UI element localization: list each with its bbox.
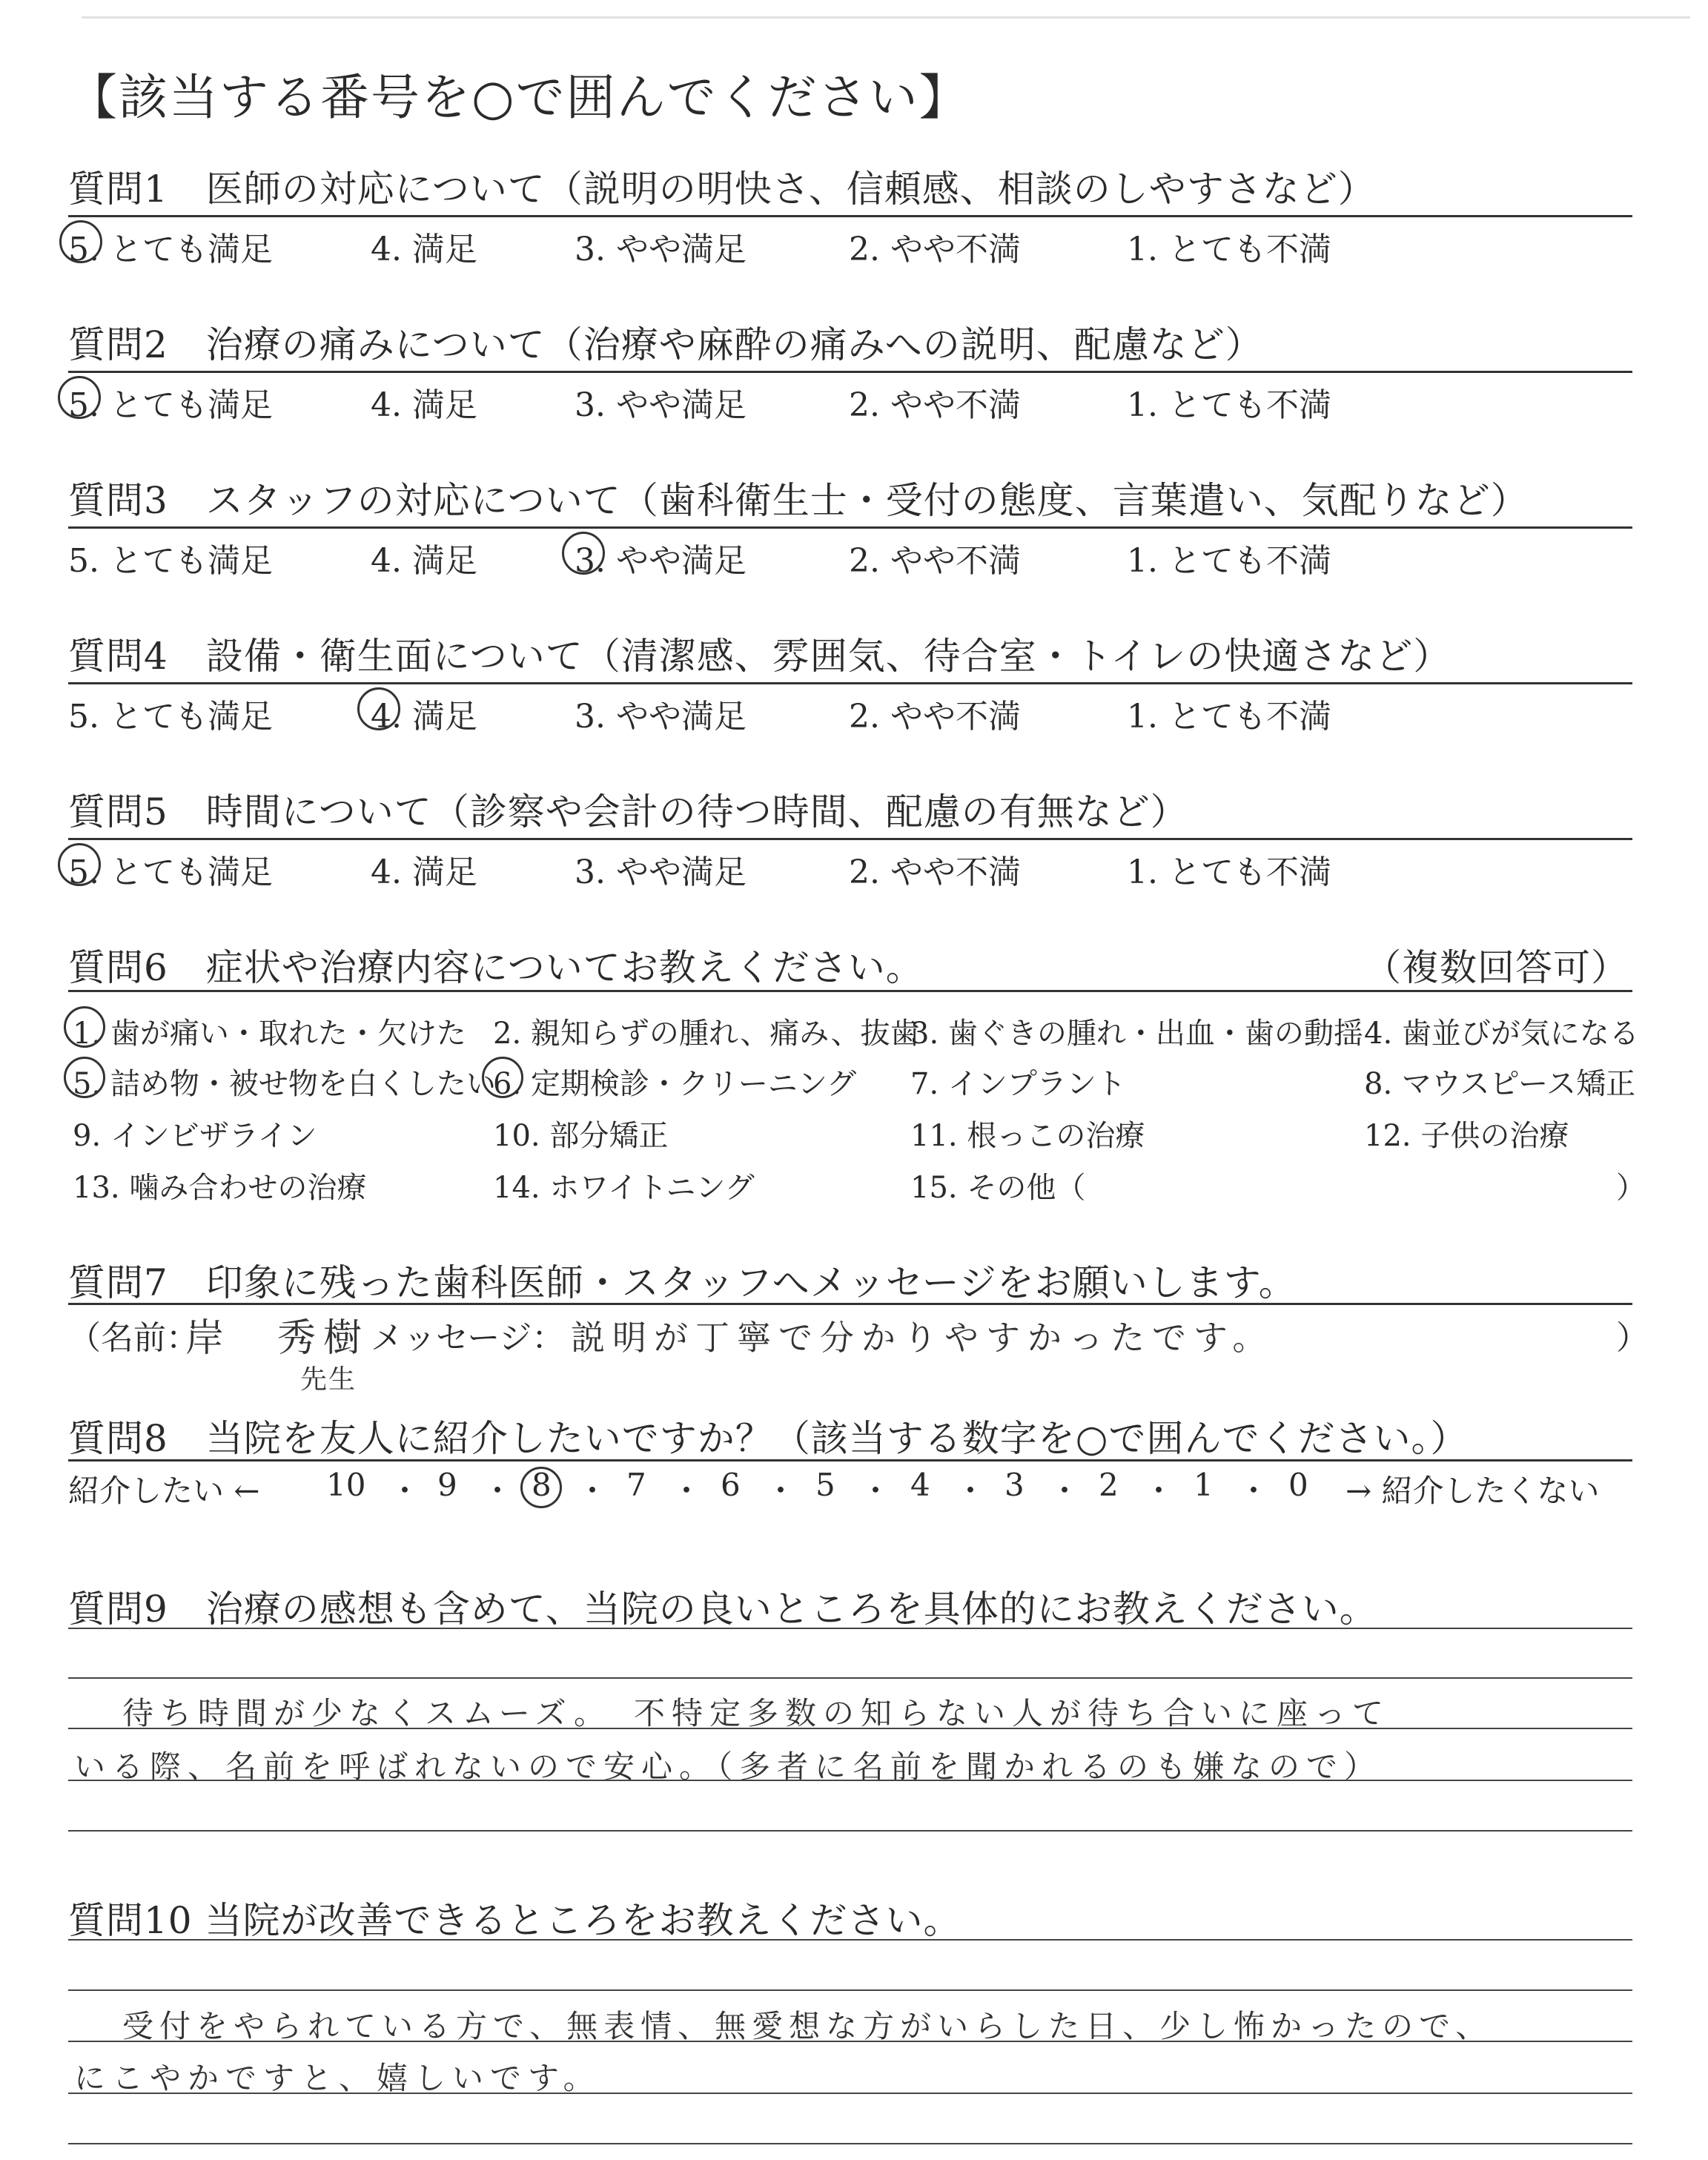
q8-sep: ・ [577,1473,609,1509]
q1-option-2[interactable]: 2. やや不満 [849,231,1021,268]
q8-sep: ・ [389,1473,421,1509]
question-3-label: 質問3 スタッフの対応について（歯科衛生士・受付の態度、言葉遣い、気配りなど） [68,479,1529,522]
q5-option-3[interactable]: 3. やや満足 [575,853,747,891]
q1-option-1[interactable]: 1. とても不満 [1127,231,1331,268]
q8-value-4[interactable]: 4 [910,1467,930,1503]
q9-line-1 [68,1628,1632,1629]
q4-option-5[interactable]: 5. とても満足 [68,698,273,736]
q7-close-paren: ） [1616,1319,1649,1357]
q2-option-5[interactable]: 5. とても満足 [68,386,273,424]
q8-value-2[interactable]: 2 [1099,1467,1119,1503]
q4-selected-circle [357,687,400,730]
q6-item-7[interactable]: 7. インプラント [910,1067,1126,1101]
q10-line-5 [68,2143,1632,2144]
q6-item-15[interactable]: 15. その他（ [910,1171,1086,1205]
q8-sep: ・ [1049,1473,1081,1509]
q7-message-field[interactable]: 説明が丁寧で分かりやすかったです。 [571,1318,1274,1358]
q2-selected-circle [58,376,101,419]
q8-value-8[interactable]: 8 [532,1467,552,1503]
q10-line-1 [68,1939,1632,1941]
question-5-rule [68,838,1632,840]
q3-selected-circle [562,532,605,575]
q8-left-label: 紹介したい ← [68,1473,260,1509]
question-2-rule [68,371,1632,373]
q6-item-13[interactable]: 13. 噛み合わせの治療 [73,1171,367,1205]
q5-selected-circle [58,843,101,886]
q8-sep: ・ [860,1473,892,1509]
q10-answer-line-1[interactable]: 受付をやられている方で、無表情、無愛想な方がいらした日、少し怖かったので、 [122,2008,1493,2044]
q8-sep: ・ [482,1473,514,1509]
q6-item-10[interactable]: 10. 部分矯正 [493,1119,669,1153]
question-5-label: 質問5 時間について（診察や会計の待つ時間、配慮の有無など） [68,790,1188,833]
q3-option-4[interactable]: 4. 満足 [371,542,477,580]
q8-sep: ・ [765,1473,797,1509]
q6-item-3[interactable]: 3. 歯ぐきの腫れ・出血・歯の動揺 [910,1017,1363,1051]
question-7-label: 質問7 印象に残った歯科医師・スタッフへメッセージをお願いします。 [68,1261,1297,1304]
q4-option-3[interactable]: 3. やや満足 [575,698,747,736]
q9-answer-line-1[interactable]: 待ち時間が少なくスムーズ。 不特定多数の知らない人が待ち合いに座って [122,1695,1391,1731]
q8-sep: ・ [1238,1473,1270,1509]
question-1-label: 質問1 医師の対応について（説明の明快さ、信頼感、相談のしやすさなど） [68,168,1376,211]
q7-name-suffix: 先生 [300,1364,357,1395]
q6-item-6[interactable]: 6. 定期検診・クリーニング [493,1067,857,1101]
q5-option-5[interactable]: 5. とても満足 [68,853,273,891]
q9-line-2 [68,1677,1632,1679]
q8-value-0[interactable]: 0 [1288,1467,1308,1503]
question-4-rule [68,682,1632,684]
page-title: 【該当する番号を○で囲んでください】 [68,69,970,126]
q2-option-1[interactable]: 1. とても不満 [1127,386,1331,424]
q8-sep: ・ [671,1473,703,1509]
q10-answer-line-2[interactable]: にこやかですと、嬉しいです。 [74,2060,601,2096]
q4-option-1[interactable]: 1. とても不満 [1127,698,1331,736]
q8-value-5[interactable]: 5 [815,1467,835,1503]
question-3-rule [68,526,1632,529]
q5-option-2[interactable]: 2. やや不満 [849,853,1021,891]
question-4-label: 質問4 設備・衛生面について（清潔感、雰囲気、待合室・トイレの快適さなど） [68,635,1452,678]
q3-option-2[interactable]: 2. やや不満 [849,542,1021,580]
q6-selected-circle-5 [64,1057,105,1098]
q1-option-3[interactable]: 3. やや満足 [575,231,747,268]
q8-selected-circle [520,1467,562,1508]
q8-value-6[interactable]: 6 [721,1467,741,1503]
q4-option-2[interactable]: 2. やや不満 [849,698,1021,736]
q6-item-4[interactable]: 4. 歯並びが気になる [1364,1017,1639,1051]
q8-value-7[interactable]: 7 [626,1467,646,1503]
q6-selected-circle-6 [482,1057,523,1098]
q6-item-15-close: ） [1616,1171,1646,1205]
q5-option-1[interactable]: 1. とても不満 [1127,853,1331,891]
question-9-label: 質問9 治療の感想も含めて、当院の良いところを具体的にお教えください。 [68,1588,1377,1631]
q4-option-4[interactable]: 4. 満足 [371,698,477,736]
q8-value-9[interactable]: 9 [437,1467,457,1503]
q1-option-5[interactable]: 5. とても満足 [68,231,273,268]
question-6-label: 質問6 症状や治療内容についてお教えください。 [68,946,924,989]
question-10-label: 質問10 当院が改善できるところをお教えください。 [68,1899,961,1942]
q1-option-4[interactable]: 4. 満足 [371,231,477,268]
q2-option-4[interactable]: 4. 満足 [371,386,477,424]
q6-item-12[interactable]: 12. 子供の治療 [1364,1119,1569,1153]
question-8-rule [68,1459,1632,1462]
q6-item-9[interactable]: 9. インビザライン [73,1119,317,1153]
question-1-rule [68,215,1632,217]
q8-sep: ・ [955,1473,987,1509]
q6-item-11[interactable]: 11. 根っこの治療 [910,1119,1145,1153]
q6-item-2[interactable]: 2. 親知らずの腫れ、痛み、抜歯 [493,1017,920,1051]
q6-item-1[interactable]: 1. 歯が痛い・取れた・欠けた [73,1017,466,1051]
q1-selected-circle [59,220,102,263]
q7-name-label: （名前： [68,1319,199,1357]
q3-option-1[interactable]: 1. とても不満 [1127,542,1331,580]
q6-item-5[interactable]: 5. 詰め物・被せ物を白くしたい [73,1067,496,1101]
q8-value-1[interactable]: 1 [1194,1467,1214,1503]
q9-line-5 [68,1830,1632,1832]
q6-selected-circle-1 [64,1006,105,1048]
q2-option-2[interactable]: 2. やや不満 [849,386,1021,424]
q2-option-3[interactable]: 3. やや満足 [575,386,747,424]
q8-value-3[interactable]: 3 [1004,1467,1025,1503]
q8-right-label: → 紹介したくない [1345,1473,1600,1509]
q7-name-field[interactable]: 岸 秀樹 [185,1316,370,1361]
q8-sep: ・ [1143,1473,1175,1509]
question-6-rule [68,990,1632,992]
q8-value-10[interactable]: 10 [326,1467,366,1503]
question-7-rule [68,1303,1632,1305]
q3-option-5[interactable]: 5. とても満足 [68,542,273,580]
q8-scale [0,1467,1708,1511]
q9-answer-line-2[interactable]: いる際、名前を呼ばれないので安心。（多者に名前を聞かれるのも嫌なので） [74,1748,1383,1785]
question-2-label: 質問2 治療の痛みについて（治療や麻酔の痛みへの説明、配慮など） [68,323,1263,366]
question-8-label: 質問8 当院を友人に紹介したいですか？（該当する数字を○で囲んでください。） [68,1417,1469,1460]
q3-option-3[interactable]: 3. やや満足 [575,542,747,580]
q5-option-4[interactable]: 4. 満足 [371,853,477,891]
question-6-note: （複数回答可） [1364,946,1629,989]
q6-item-8[interactable]: 8. マウスピース矯正 [1364,1067,1636,1101]
top-border [82,16,1690,19]
q10-line-2 [68,1989,1632,1991]
q6-item-14[interactable]: 14. ホワイトニング [493,1171,755,1205]
q7-message-label: メッセージ： [371,1319,565,1357]
